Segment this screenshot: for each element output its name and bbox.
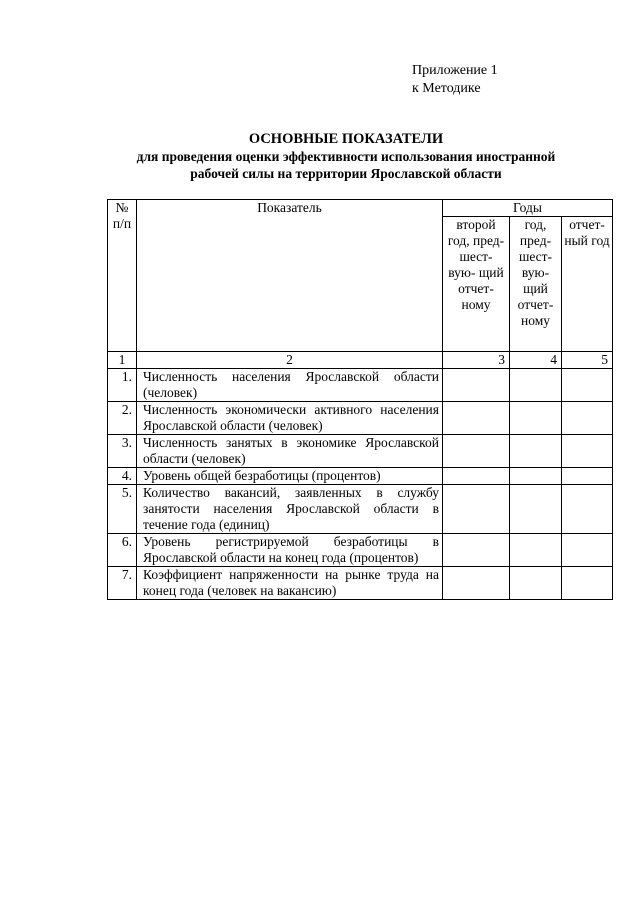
- row-number: 5.: [108, 485, 137, 534]
- column-index-cell: 4: [510, 352, 562, 369]
- table-row: [108, 369, 613, 402]
- header-num: [108, 200, 137, 352]
- document-title: [108, 131, 584, 182]
- empty-value-cell: [443, 567, 510, 600]
- column-index-cell: 2: [137, 352, 443, 369]
- empty-value-cell: [510, 534, 562, 567]
- row-indicator: Количество вакансий, заявленных в службу занятости населения Ярославской области в течение года (единиц): [137, 485, 443, 534]
- empty-value-cell: [510, 402, 562, 435]
- empty-value-cell: [562, 435, 613, 468]
- header-num-line-2: п/п: [112, 216, 132, 231]
- row-number: 7.: [108, 567, 137, 600]
- appendix-line-2: к Методике: [412, 81, 481, 96]
- header-indicator: Показатель: [137, 200, 443, 352]
- row-indicator: Коэффициент напряженности на рынке труда на конец года (человек на вакансию): [137, 567, 443, 600]
- empty-value-cell: [510, 485, 562, 534]
- table-row: [108, 402, 613, 435]
- empty-value-cell: [562, 534, 613, 567]
- column-index-cell: 3: [443, 352, 510, 369]
- empty-value-cell: [443, 402, 510, 435]
- empty-value-cell: [443, 485, 510, 534]
- row-indicator: Численность экономически активного населения Ярославской области (человек): [137, 402, 443, 435]
- empty-value-cell: [443, 369, 510, 402]
- empty-value-cell: [510, 468, 562, 485]
- appendix-note: [412, 62, 498, 98]
- empty-value-cell: [443, 435, 510, 468]
- header-year-reporting: отчет- ный год: [562, 217, 613, 352]
- header-num-line-1: №: [115, 200, 129, 215]
- table-row: [108, 534, 613, 567]
- title-sub-line-2: рабочей силы на территории Ярославской области: [190, 166, 502, 181]
- empty-value-cell: [562, 369, 613, 402]
- table-header-row: [108, 200, 613, 217]
- row-indicator: Уровень общей безработицы (процентов): [137, 468, 443, 485]
- indicators-table: [107, 199, 613, 600]
- column-index-cell: 1: [108, 352, 137, 369]
- row-number: 1.: [108, 369, 137, 402]
- title-main: ОСНОВНЫЕ ПОКАЗАТЕЛИ: [248, 131, 444, 147]
- header-year-prior: год, пред- шест- вую- щий отчет- ному: [510, 217, 562, 352]
- table-row: [108, 435, 613, 468]
- row-indicator: Уровень регистрируемой безработицы в Ярославской области на конец года (процентов): [137, 534, 443, 567]
- row-number: 4.: [108, 468, 137, 485]
- empty-value-cell: [443, 468, 510, 485]
- row-indicator: Численность занятых в экономике Ярославской области (человек): [137, 435, 443, 468]
- row-number: 6.: [108, 534, 137, 567]
- empty-value-cell: [562, 468, 613, 485]
- row-indicator: Численность населения Ярославской области (человек): [137, 369, 443, 402]
- column-index-row: [108, 352, 613, 369]
- empty-value-cell: [510, 369, 562, 402]
- column-index-cell: 5: [562, 352, 613, 369]
- empty-value-cell: [510, 435, 562, 468]
- table-row: [108, 485, 613, 534]
- header-year-second-prior: второй год, пред- шест- вую- щий отчет- ному: [443, 217, 510, 352]
- title-sub-line-1: для проведения оценки эффективности использования иностранной: [136, 149, 556, 164]
- table-row: [108, 567, 613, 600]
- row-number: 3.: [108, 435, 137, 468]
- table-row: [108, 468, 613, 485]
- empty-value-cell: [562, 567, 613, 600]
- empty-value-cell: [443, 534, 510, 567]
- row-number: 2.: [108, 402, 137, 435]
- empty-value-cell: [562, 485, 613, 534]
- appendix-line-1: Приложение 1: [412, 63, 498, 78]
- empty-value-cell: [562, 402, 613, 435]
- empty-value-cell: [510, 567, 562, 600]
- header-years: Годы: [443, 200, 613, 217]
